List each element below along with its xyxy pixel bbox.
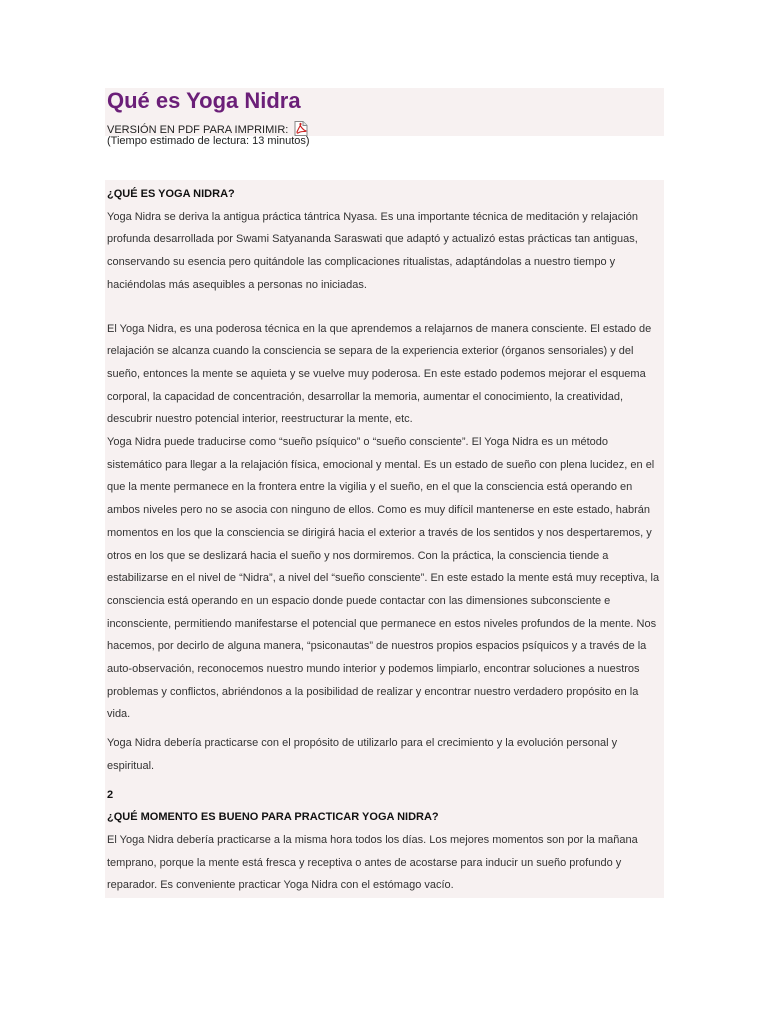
section-heading: ¿QUÉ MOMENTO ES BUENO PARA PRACTICAR YOGA NIDRA? bbox=[107, 811, 439, 824]
paragraph: Yoga Nidra puede traducirse como “sueño psíquico” o “sueño consciente”. El Yoga Nidra es un método sistemático para llegar a la relajación física, emocional y mental. Es un estado de sueño con plena lucidez, en el que la mente permanece en la frontera entre la vigilia y el sueño, en el que la consciencia está operando en ambos niveles pero no se asocia con ninguno de ellos. Como es muy difícil mantenerse en este estado, habrán momentos en los que la consciencia se dirigirá hacia el exterior a través de los sentidos y nos despertaremos, y otros en los que se deslizará hacia el sueño y nos dormiremos. Con la práctica, la consciencia tiende a estabilizarse en el nivel de “Nidra”, a nivel del “sueño consciente”. En este estado la mente está muy receptiva, la consciencia está operando en un espacio donde puede contactar con las dimensiones subconsciente e inconsciente, permitiendo manifestarse el potencial que permanece en estos niveles profundos de la mente. Nos hacemos, por decirlo de alguna manera, “psiconautas” de nuestros propios espacios psíquicos y a través de la auto-observación, reconocemos nuestro mundo interior y podemos limpiarlo, encontrar soluciones a nuestros problemas y conflictos, abriéndonos a la posibilidad de realizar y encontrar nuestro verdadero propósito en la vida. bbox=[107, 436, 660, 721]
pdf-label: VERSIÓN EN PDF PARA IMPRIMIR: bbox=[107, 124, 289, 136]
paragraph: Yoga Nidra se deriva la antigua práctica tántrica Nyasa. Es una importante técnica de meditación y relajación profunda desarrollada por Swami Satyananda Saraswati que adaptó y actualizó estas prácticas tan antiguas, conservando su esencia pero quitándole las complicaciones ritualistas, adaptándolas a nuestro tiempo y haciéndolas más asequibles a personas no iniciadas. bbox=[107, 210, 638, 291]
page-number: 2 bbox=[107, 788, 114, 801]
paragraph: Yoga Nidra debería practicarse con el propósito de utilizarlo para el crecimiento y la evolución personal y espiritual. bbox=[107, 737, 618, 772]
article-body bbox=[107, 183, 662, 897]
reading-time: (Tiempo estimado de lectura: 13 minutos) bbox=[107, 135, 310, 147]
paragraph: El Yoga Nidra debería practicarse a la misma hora todos los días. Los mejores momentos son por la mañana temprano, porque la mente está fresca y receptiva o antes de acostarse para inducir un sueño profundo y reparador. Es conveniente practicar Yoga Nidra con el estómago vacío. bbox=[107, 833, 638, 892]
section-heading: ¿QUÉ ES YOGA NIDRA? bbox=[107, 188, 235, 200]
paragraph: El Yoga Nidra, es una poderosa técnica en la que aprendemos a relajarnos de manera consciente. El estado de relajación se alcanza cuando la consciencia se separa de la experiencia exterior (órganos sensoriales) y del sueño, entonces la mente se aquieta y se vuelve muy poderosa. En este estado podemos mejorar el esquema corporal, la capacidad de concentración, desarrollar la memoria, aumentar el conocimiento, la creatividad, descubrir nuestro potencial interior, reestructurar la mente, etc. bbox=[107, 322, 652, 426]
page-title: Qué es Yoga Nidra bbox=[107, 88, 301, 113]
